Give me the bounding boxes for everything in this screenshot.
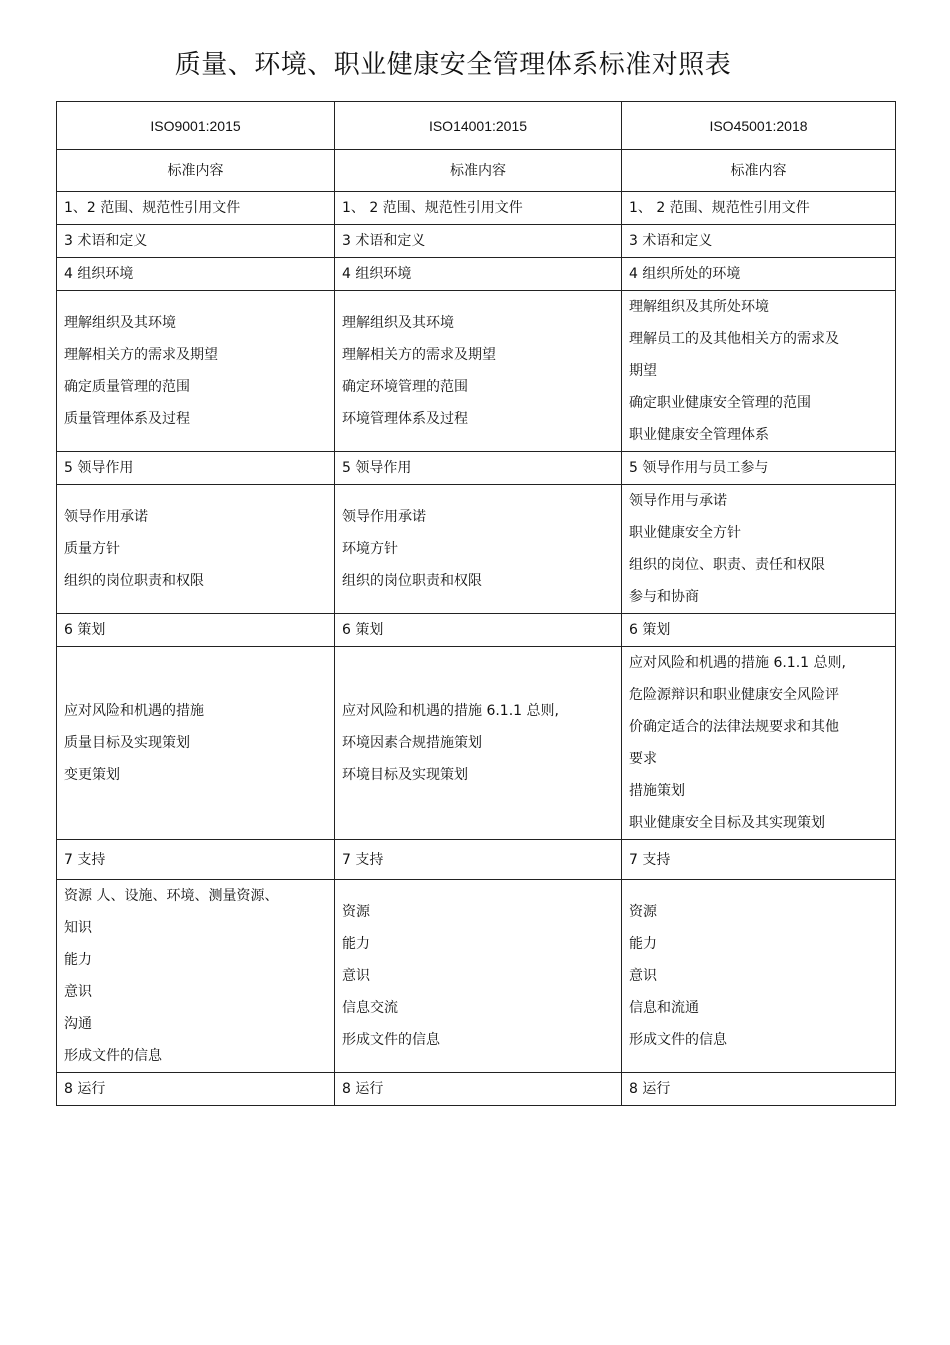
clause-item: 理解组织及其环境 [64, 315, 176, 331]
clause-item: 能力 [64, 952, 92, 968]
clause-item: 理解相关方的需求及期望 [64, 347, 218, 363]
clause-item: 变更策划 [64, 767, 120, 783]
clause-heading-row [57, 1073, 896, 1106]
clause-item: 能力 [629, 936, 657, 952]
clause-item: 应对风险和机遇的措施 6.1.1 总则, [342, 703, 559, 719]
clause-item: 期望 [629, 363, 657, 379]
clause-item: 要求 [629, 751, 657, 767]
clause-item: 参与和协商 [629, 589, 699, 605]
clause-item: 组织的岗位职责和权限 [342, 573, 482, 589]
clause-item: 形成文件的信息 [342, 1032, 440, 1048]
clause-heading-cell-iso14001: 8 运行 [335, 1073, 622, 1106]
clause-heading-cell-iso14001: 7 支持 [335, 840, 622, 880]
clause-item: 应对风险和机遇的措施 6.1.1 总则, [629, 655, 846, 671]
clause-detail-cell-iso9001 [57, 647, 335, 840]
clause-item: 意识 [342, 968, 370, 984]
clause-item: 领导作用承诺 [342, 509, 426, 525]
clause-item: 领导作用与承诺 [629, 493, 727, 509]
clause-detail-cell-iso9001 [57, 485, 335, 614]
standards-comparison-table [56, 101, 896, 1106]
clause-item: 领导作用承诺 [64, 509, 148, 525]
clause-detail-cell-iso9001 [57, 880, 335, 1073]
clause-item: 能力 [342, 936, 370, 952]
clause-heading-cell-iso9001: 6 策划 [57, 614, 335, 647]
clause-item: 形成文件的信息 [64, 1048, 162, 1064]
clause-heading-cell-iso45001: 8 运行 [622, 1073, 896, 1106]
standards-header-row [57, 102, 896, 150]
clause-heading-cell-iso14001: 5 领导作用 [335, 452, 622, 485]
clause-item: 质量方针 [64, 541, 120, 557]
clause-heading-cell-iso45001: 7 支持 [622, 840, 896, 880]
clause-heading-cell-iso14001: 1、 2 范围、规范性引用文件 [335, 192, 622, 225]
clause-heading-cell-iso9001: 7 支持 [57, 840, 335, 880]
clause-detail-row [57, 291, 896, 452]
clause-heading-row [57, 614, 896, 647]
clause-item: 资源 [342, 904, 370, 920]
clause-detail-row [57, 485, 896, 614]
clause-detail-cell-iso45001 [622, 485, 896, 614]
clause-item: 理解相关方的需求及期望 [342, 347, 496, 363]
clause-detail-row [57, 647, 896, 840]
clause-item: 意识 [64, 984, 92, 1000]
clause-item: 确定职业健康安全管理的范围 [629, 395, 811, 411]
document-title: 质量、环境、职业健康安全管理体系标准对照表 [174, 50, 732, 80]
clause-detail-row [57, 880, 896, 1073]
clause-item: 资源 [629, 904, 657, 920]
clause-heading-cell-iso45001: 1、 2 范围、规范性引用文件 [622, 192, 896, 225]
clause-item: 确定质量管理的范围 [64, 379, 190, 395]
clause-heading-cell-iso9001: 8 运行 [57, 1073, 335, 1106]
clause-item: 信息和流通 [629, 1000, 699, 1016]
standard-name-iso45001: ISO45001:2018 [622, 102, 896, 150]
standard-name-iso14001: ISO14001:2015 [335, 102, 622, 150]
clause-item: 组织的岗位职责和权限 [64, 573, 204, 589]
clause-item: 应对风险和机遇的措施 [64, 703, 204, 719]
clause-item: 措施策划 [629, 783, 685, 799]
clause-item: 职业健康安全方针 [629, 525, 741, 541]
clause-heading-row [57, 840, 896, 880]
clause-heading-cell-iso14001: 6 策划 [335, 614, 622, 647]
clause-heading-cell-iso9001: 5 领导作用 [57, 452, 335, 485]
clause-item: 环境管理体系及过程 [342, 411, 468, 427]
clause-detail-cell-iso14001 [335, 647, 622, 840]
content-subheader-cell: 标准内容 [335, 150, 622, 192]
clause-item: 理解组织及其所处环境 [629, 299, 769, 315]
clause-item: 职业健康安全管理体系 [629, 427, 769, 443]
clause-item: 沟通 [64, 1016, 92, 1032]
clause-detail-cell-iso9001 [57, 291, 335, 452]
clause-heading-cell-iso9001: 1、2 范围、规范性引用文件 [57, 192, 335, 225]
clause-item: 环境方针 [342, 541, 398, 557]
content-subheader-cell: 标准内容 [622, 150, 896, 192]
clause-heading-row [57, 452, 896, 485]
clause-item: 确定环境管理的范围 [342, 379, 468, 395]
clause-detail-cell-iso45001 [622, 291, 896, 452]
clause-heading-cell-iso45001: 6 策划 [622, 614, 896, 647]
clause-item: 价确定适合的法律法规要求和其他 [629, 719, 839, 735]
clause-heading-row [57, 192, 896, 225]
clause-detail-cell-iso14001 [335, 485, 622, 614]
content-subheader-row [57, 150, 896, 192]
clause-item: 理解组织及其环境 [342, 315, 454, 331]
clause-heading-cell-iso9001: 4 组织环境 [57, 258, 335, 291]
clause-item: 资源 人、设施、环境、测量资源、 [64, 888, 279, 904]
clause-item: 质量管理体系及过程 [64, 411, 190, 427]
clause-heading-cell-iso9001: 3 术语和定义 [57, 225, 335, 258]
clause-item: 危险源辩识和职业健康安全风险评 [629, 687, 839, 703]
clause-item: 组织的岗位、职责、责任和权限 [629, 557, 825, 573]
clause-item: 形成文件的信息 [629, 1032, 727, 1048]
clause-item: 质量目标及实现策划 [64, 735, 190, 751]
clause-heading-cell-iso14001: 4 组织环境 [335, 258, 622, 291]
clause-item: 环境目标及实现策划 [342, 767, 468, 783]
clause-heading-row [57, 225, 896, 258]
clause-detail-cell-iso14001 [335, 880, 622, 1073]
clause-item: 信息交流 [342, 1000, 398, 1016]
clause-detail-cell-iso45001 [622, 647, 896, 840]
clause-item: 理解员工的及其他相关方的需求及 [629, 331, 839, 347]
clause-detail-cell-iso45001 [622, 880, 896, 1073]
clause-detail-cell-iso14001 [335, 291, 622, 452]
clause-item: 职业健康安全目标及其实现策划 [629, 815, 825, 831]
clause-item: 意识 [629, 968, 657, 984]
clause-item: 环境因素合规措施策划 [342, 735, 482, 751]
clause-item: 知识 [64, 920, 92, 936]
clause-heading-cell-iso45001: 5 领导作用与员工参与 [622, 452, 896, 485]
clause-heading-row [57, 258, 896, 291]
clause-heading-cell-iso45001: 4 组织所处的环境 [622, 258, 896, 291]
clause-heading-cell-iso14001: 3 术语和定义 [335, 225, 622, 258]
standard-name-iso9001: ISO9001:2015 [57, 102, 335, 150]
clause-heading-cell-iso45001: 3 术语和定义 [622, 225, 896, 258]
content-subheader-cell: 标准内容 [57, 150, 335, 192]
